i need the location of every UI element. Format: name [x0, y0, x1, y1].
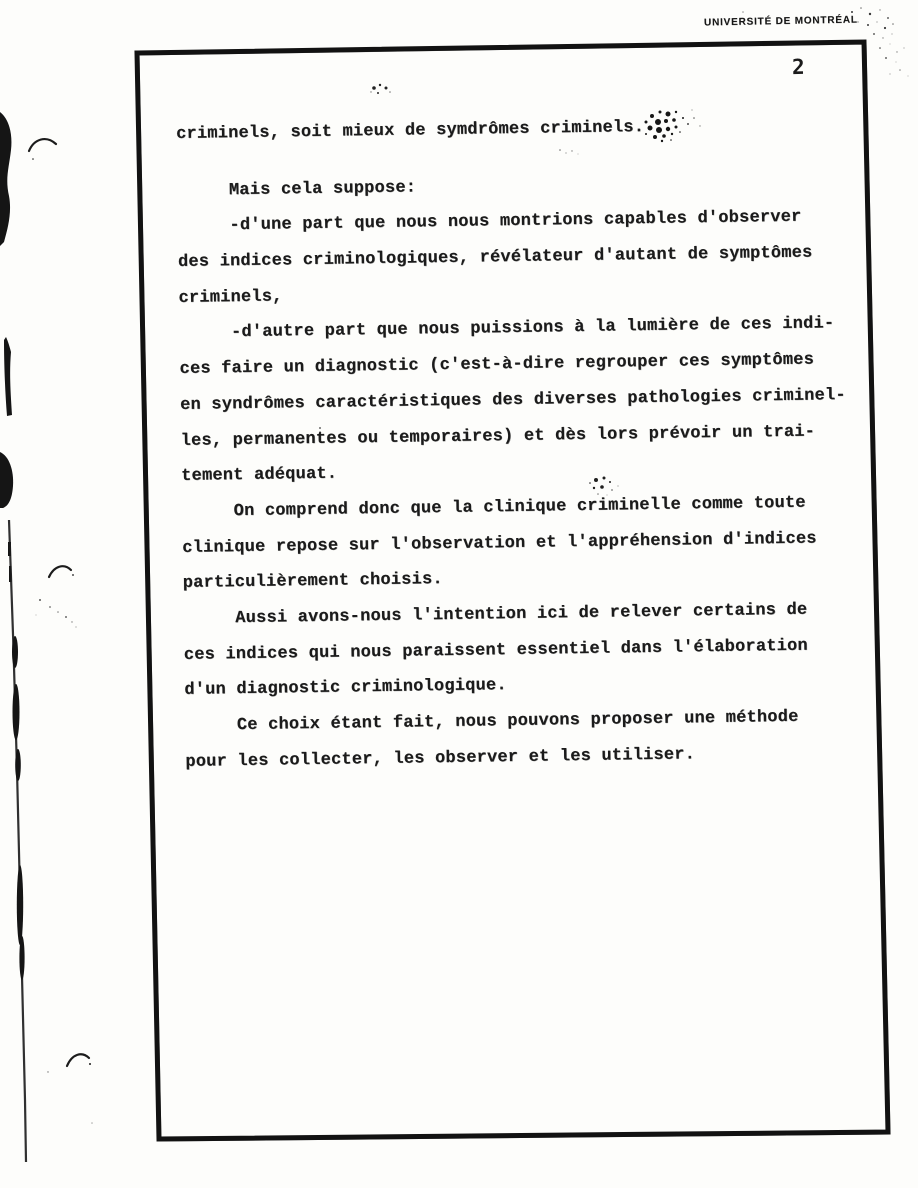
binding-mark	[0, 112, 26, 1162]
text-line: On comprend donc que la clinique criminelle comme toute	[233, 493, 806, 522]
text-line: Aussi avons-nous l'intention ici de relever certains de	[235, 600, 808, 629]
text-line: ces indices qui nous paraissent essentiel dans l'élaboration	[183, 636, 809, 665]
text-line: d'un diagnostic criminologique.	[184, 676, 507, 701]
margin-arc-marks	[29, 139, 91, 1073]
text-line: en syndrômes caractéristiques des diverses pathologies criminel-	[180, 385, 846, 415]
text-line: ces faire un diagnostic (c'est-à-dire regrouper ces symptômes	[179, 350, 815, 380]
text-line: -d'une part que nous nous montrions capables d'observer	[229, 208, 802, 236]
text-line: Ce choix étant fait, nous pouvons proposer une méthode	[236, 707, 799, 736]
ink-smudge-top	[370, 84, 391, 94]
letterhead-institution: UNIVERSITÉ DE MONTRÉAL	[703, 14, 858, 29]
text-line: particulièrement choisis.	[182, 570, 443, 594]
text-line: criminels,	[178, 287, 283, 308]
text-line: criminels, soit mieux de symdrômes criminels.	[176, 118, 645, 144]
page-number: 2	[791, 54, 805, 80]
text-line: les, permanentes ou temporaires) et dès lors prévoir un trai-	[180, 422, 816, 451]
text-line: Mais cela suppose:	[228, 178, 417, 200]
text-line: des indices criminologiques, révélateur d'autant de symptômes	[177, 243, 813, 273]
text-line: clinique repose sur l'observation et l'appréhension d'indices	[182, 529, 817, 558]
typed-text-block	[176, 115, 886, 789]
text-line: pour les collecter, les observer et les utiliser.	[185, 745, 696, 772]
text-line: tement adéquat.	[181, 464, 338, 487]
text-line: -d'autre part que nous puissions à la lumière de ces indi-	[230, 314, 835, 343]
